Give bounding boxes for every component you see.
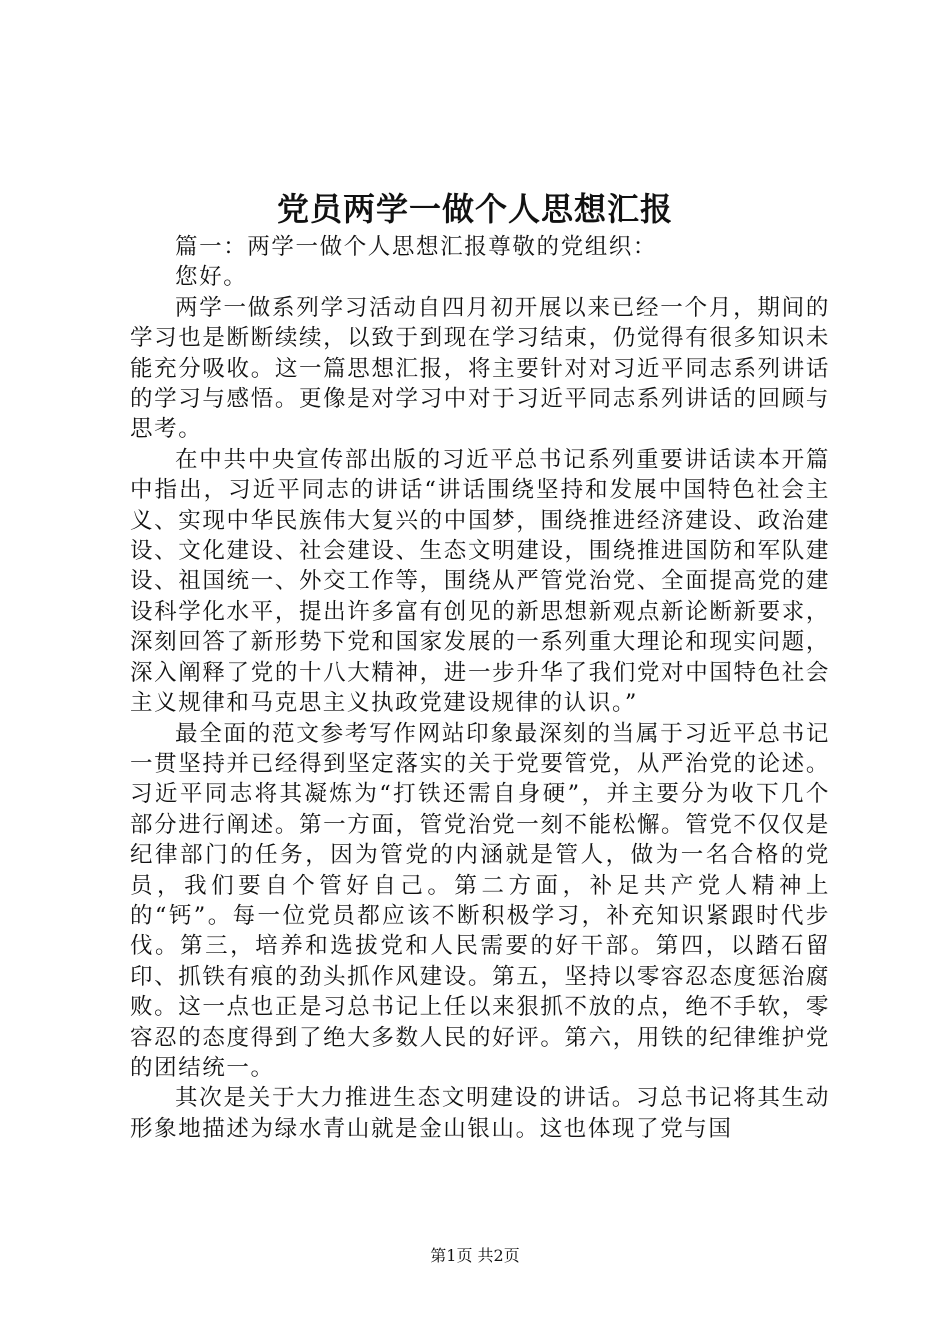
document-body: [130, 232, 830, 1144]
page-footer: 第1页 共2页: [430, 1246, 520, 1265]
paragraph-4: 在中共中央宣传部出版的习近平总书记系列重要讲话读本开篇中指出，习近平同志的讲话“讲话围绕坚持和发展中国特色社会主义、实现中华民族伟大复兴的中国梦，围绕推进经济建设、政治建设、文化建设、社会建设、生态文明建设，围绕推进国防和军队建设、祖国统一、外交工作等，围绕从严管党治党、全面提高党的建设科学化水平，提出许多富有创见的新思想新观点新论断新要求，深刻回答了新形势下党和国家发展的一系列重大理论和现实问题，深入阐释了党的十八大精神，进一步升华了我们党对中国特色社会主义规律和马克思主义执政党建设规律的认识。”: [130, 446, 830, 717]
paragraph-6: 其次是关于大力推进生态文明建设的讲话。习总书记将其生动形象地描述为绿水青山就是金山银山。这也体现了党与国: [130, 1085, 830, 1142]
paragraph-3: 两学一做系列学习活动自四月初开展以来已经一个月，期间的学习也是断断续续，以致于到现在学习结束，仍觉得有很多知识未能充分吸收。这一篇思想汇报，将主要针对对习近平同志系列讲话的学习与感悟。更像是对学习中对于习近平同志系列讲话的回顾与思考。: [130, 294, 830, 443]
paragraph-2: 您好。: [175, 264, 248, 291]
paragraph-5: 最全面的范文参考写作网站印象最深刻的当属于习近平总书记一贯坚持并已经得到坚定落实的关于党要管党，从严治党的论述。习近平同志将其凝炼为“打铁还需自身硬”，并主要分为收下几个部分进行阐述。第一方面，管党治党一刻不能松懈。管党不仅仅是纪律部门的任务，因为管党的内涵就是管人，做为一名合格的党员，我们要自个管好自己。第二方面，补足共产党人精神上的“钙”。每一位党员都应该不断积极学习，补充知识紧跟时代步伐。第三，培养和选拔党和人民需要的好干部。第四，以踏石留印、抓铁有痕的劲头抓作风建设。第五，坚持以零容忍态度惩治腐败。这一点也正是习总书记上任以来狠抓不放的点，绝不手软，零容忍的态度得到了绝大多数人民的好评。第六，用铁的纪律维护党的团结统一。: [130, 720, 830, 1081]
document-title: 党员两学一做个人思想汇报: [276, 190, 673, 228]
paragraph-1: 篇一：两学一做个人思想汇报尊敬的党组织：: [175, 234, 658, 260]
